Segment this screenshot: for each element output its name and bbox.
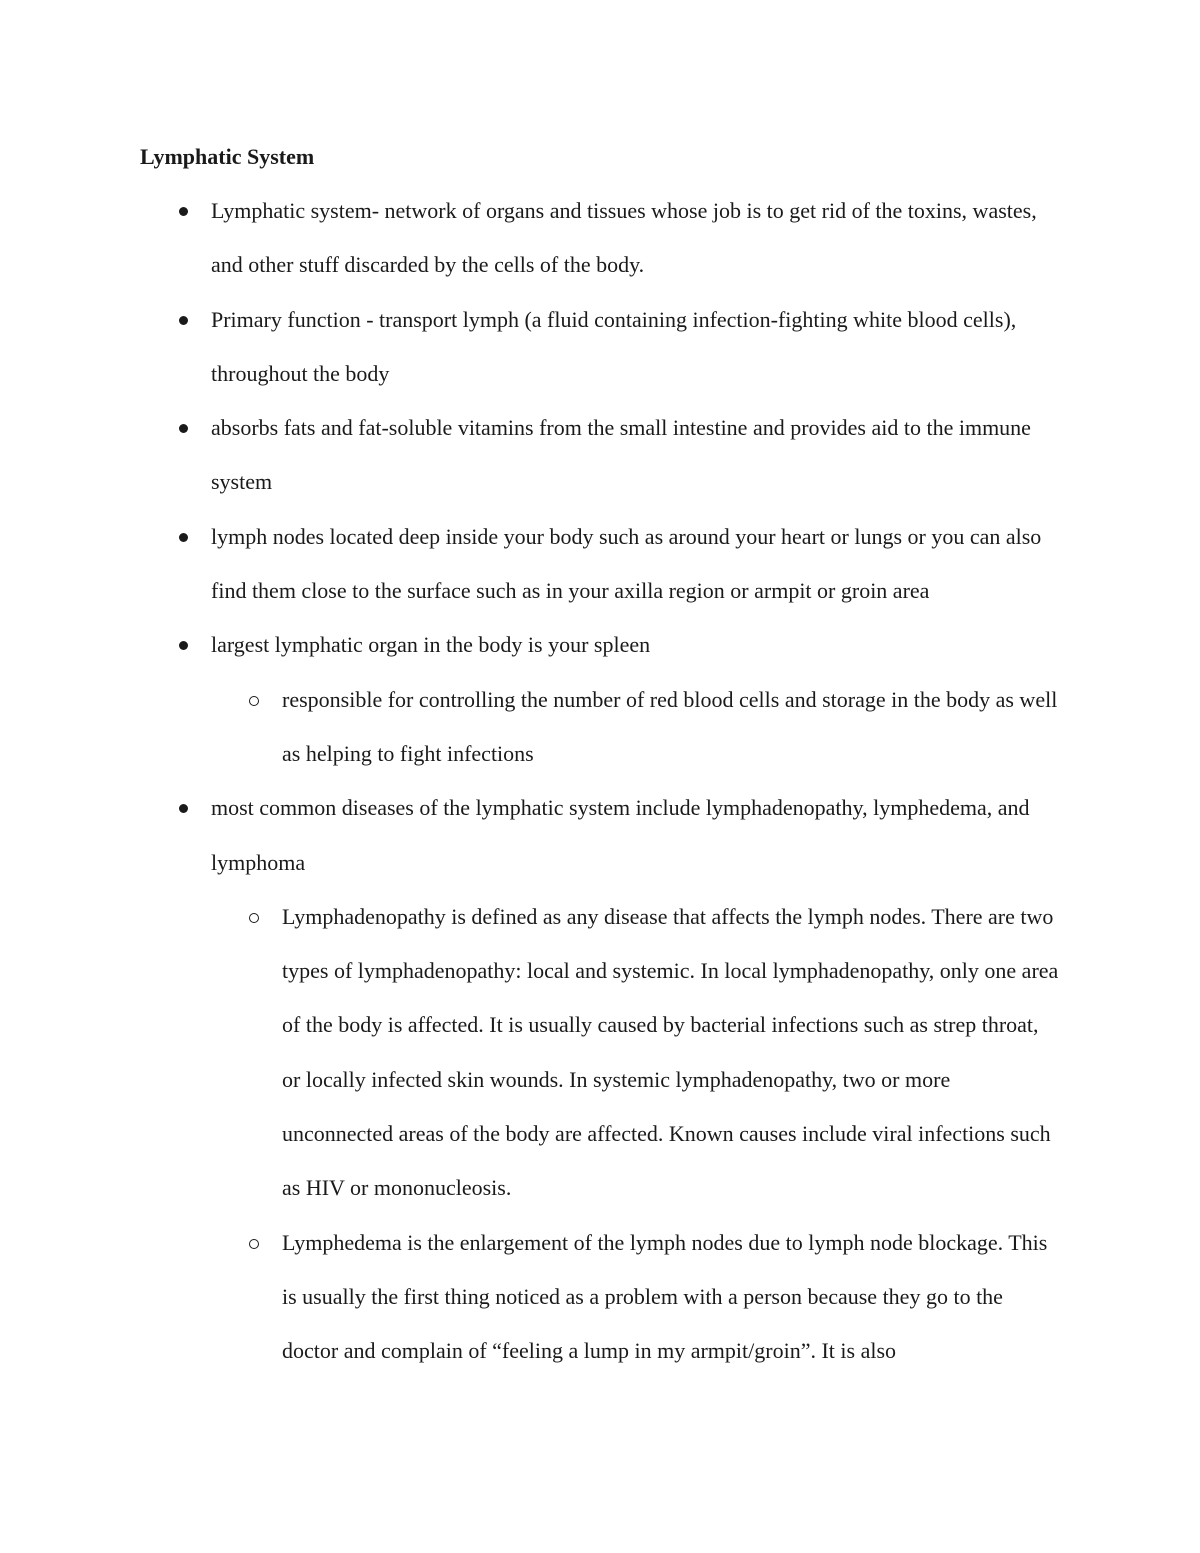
list-item-text: most common diseases of the lymphatic system include lymphadenopathy, lymphedema, and lymphoma	[211, 795, 1030, 875]
filled-bullet-icon	[179, 533, 188, 542]
list-item-text: absorbs fats and fat-soluble vitamins from the small intestine and provides aid to the immune system	[211, 415, 1031, 495]
list-item-text: largest lymphatic organ in the body is your spleen	[211, 632, 651, 658]
list-item	[0, 781, 1061, 890]
filled-bullet-icon	[179, 804, 188, 813]
filled-bullet-icon	[179, 207, 188, 216]
list-item	[0, 618, 1061, 672]
hollow-bullet-icon	[249, 913, 259, 923]
sub-list-item	[0, 1216, 1062, 1379]
hollow-bullet-icon	[249, 1239, 259, 1249]
list-item-text: Primary function - transport lymph (a fluid containing infection-fighting white blood cells), throughout the body	[211, 306, 1017, 386]
list-item-text: Lymphedema is the enlargement of the lymph nodes due to lymph node blockage. This is usually the first thing noticed as a problem with a person because they go to the doctor and complain of “feeling a lump in my armpit/groin”. It is also	[282, 1229, 1048, 1364]
document-title: Lymphatic System	[140, 144, 315, 169]
list-item	[0, 184, 1061, 293]
hollow-bullet-icon	[249, 696, 259, 706]
list-item	[0, 293, 1061, 402]
list-item-text: Lymphadenopathy is defined as any disease that affects the lymph nodes. There are two types of lymphadenopathy: local and systemic. In local lymphadenopathy, only one area of the body is affected. It is usually caused by bacterial infections such as strep throat, or locally infected skin wounds. In systemic lymphadenopathy, two or more unconnected areas of the body are affected. Known causes include viral infections such as HIV or mononucleosis.	[282, 903, 1059, 1201]
bullet-list	[0, 184, 1200, 1379]
list-item	[0, 401, 1061, 510]
sub-list-item	[0, 673, 1062, 782]
list-item	[0, 510, 1061, 619]
filled-bullet-icon	[179, 424, 188, 433]
list-item-text: Lymphatic system- network of organs and tissues whose job is to get rid of the toxins, wastes, and other stuff discarded by the cells of the body.	[211, 198, 1037, 278]
list-item-text: lymph nodes located deep inside your body such as around your heart or lungs or you can also find them close to the surface such as in your axilla region or armpit or groin area	[211, 523, 1042, 604]
filled-bullet-icon	[179, 641, 188, 650]
list-item-text: responsible for controlling the number of red blood cells and storage in the body as well as helping to fight infections	[282, 686, 1058, 766]
filled-bullet-icon	[179, 316, 188, 325]
sub-list-item	[0, 890, 1062, 1216]
